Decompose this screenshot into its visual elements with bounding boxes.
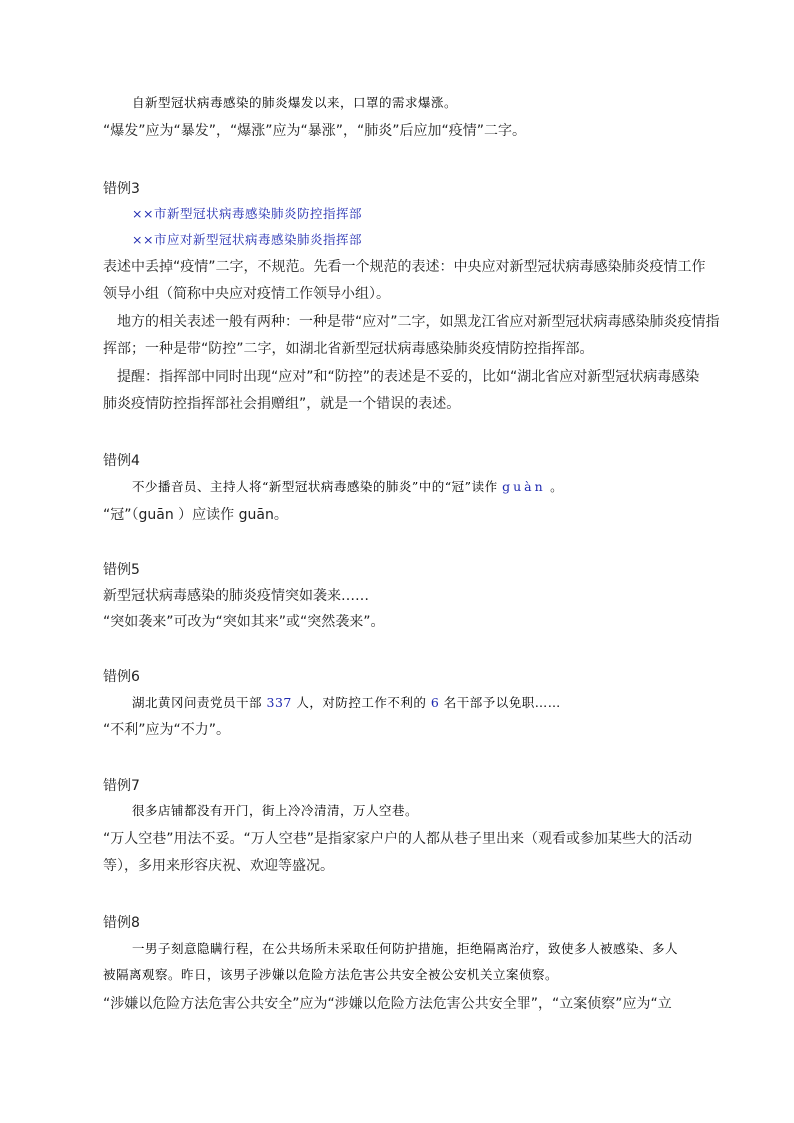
ex3-para2-line1: 地方的相关表述一般有两种：一种是带“应对”二字，如黑龙江省应对新型冠状病毒感染肺炎疫情指 [117, 314, 720, 330]
ex3-quote-1: ××市新型冠状病毒感染肺炎防控指挥部 [132, 206, 362, 221]
ex3-para3-line2: 肺炎疫情防控指挥部社会捐赠组”，就是一个错误的表述。 [103, 396, 461, 412]
ex4-comment: “冠”（guān ）应读作 guān。 [103, 507, 288, 523]
ex3-para3-line1: 提醒：指挥部中同时出现“应对”和“防控”的表述是不妥的，比如“湖北省应对新型冠状病毒感染 [117, 369, 700, 385]
ex6-quote [132, 694, 561, 712]
ex8-quote-line1: 一男子刻意隐瞒行程，在公共场所未采取任何防护措施，拒绝隔离治疗，致使多人被感染、多人 [132, 941, 679, 956]
ex3-para1-line2: 领导小组（简称中央应对疫情工作领导小组）。 [103, 286, 390, 302]
ex5-comment: “突如袭来”可改为“突如其来”或“突然袭来”。 [103, 614, 385, 630]
ex6-quote-a: 湖北黄冈问责党员干部 [132, 695, 263, 710]
ex4-label: 错例4 [103, 453, 140, 469]
ex7-comment-line2: 等），多用来形容庆祝、欢迎等盛况。 [103, 858, 334, 874]
ex8-quote-line2: 被隔离观察。昨日，该男子涉嫌以危险方法危害公共安全被公安机关立案侦察。 [103, 967, 559, 982]
ex8-label: 错例8 [103, 915, 140, 931]
ex7-label: 错例7 [103, 778, 140, 794]
ex2-quote: 自新型冠状病毒感染的肺炎爆发以来，口罩的需求爆涨。 [132, 95, 458, 110]
ex5-label: 错例5 [103, 562, 140, 578]
ex6-comment: “不利”应为“不力”。 [103, 722, 231, 738]
ex4-quote [132, 478, 563, 496]
ex6-label: 错例6 [103, 669, 140, 685]
ex6-quote-b: 人，对防控工作不利的 [296, 695, 427, 710]
ex4-quote-end: 。 [550, 479, 564, 494]
ex7-comment-line1: “万人空巷”用法不妥。“万人空巷”是指家家户户的人都从巷子里出来（观看或参加某些大的活动 [103, 831, 693, 847]
ex3-para1-line1: 表述中丢掉“疫情”二字，不规范。先看一个规范的表述：中央应对新型冠状病毒感染肺炎疫情工作 [103, 259, 706, 275]
ex2-comment: “爆发”应为“暴发”，“爆涨”应为“暴涨”，“肺炎”后应加“疫情”二字。 [103, 123, 527, 139]
ex3-para2-line2: 挥部；一种是带“防控”二字，如湖北省新型冠状病毒感染肺炎疫情防控指挥部。 [103, 341, 594, 357]
ex4-quote-pinyin: guàn [502, 479, 546, 494]
ex6-quote-c: 名干部予以免职…… [443, 695, 561, 710]
ex3-quote-2: ××市应对新型冠状病毒感染肺炎指挥部 [132, 232, 362, 247]
ex4-quote-text: 不少播音员、主持人将“新型冠状病毒感染的肺炎”中的“冠”读作 [132, 479, 498, 494]
ex7-quote: 很多店铺都没有开门，街上冷冷清清，万人空巷。 [132, 803, 419, 818]
ex3-label: 错例3 [103, 181, 140, 197]
ex6-quote-number-1: 337 [266, 695, 292, 710]
ex6-quote-number-2: 6 [430, 695, 440, 710]
ex5-quote: 新型冠状病毒感染的肺炎疫情突如袭来…… [103, 588, 369, 604]
ex8-comment-line1: “涉嫌以危险方法危害公共安全”应为“涉嫌以危险方法危害公共安全罪”，“立案侦察”应为“立 [103, 996, 672, 1012]
